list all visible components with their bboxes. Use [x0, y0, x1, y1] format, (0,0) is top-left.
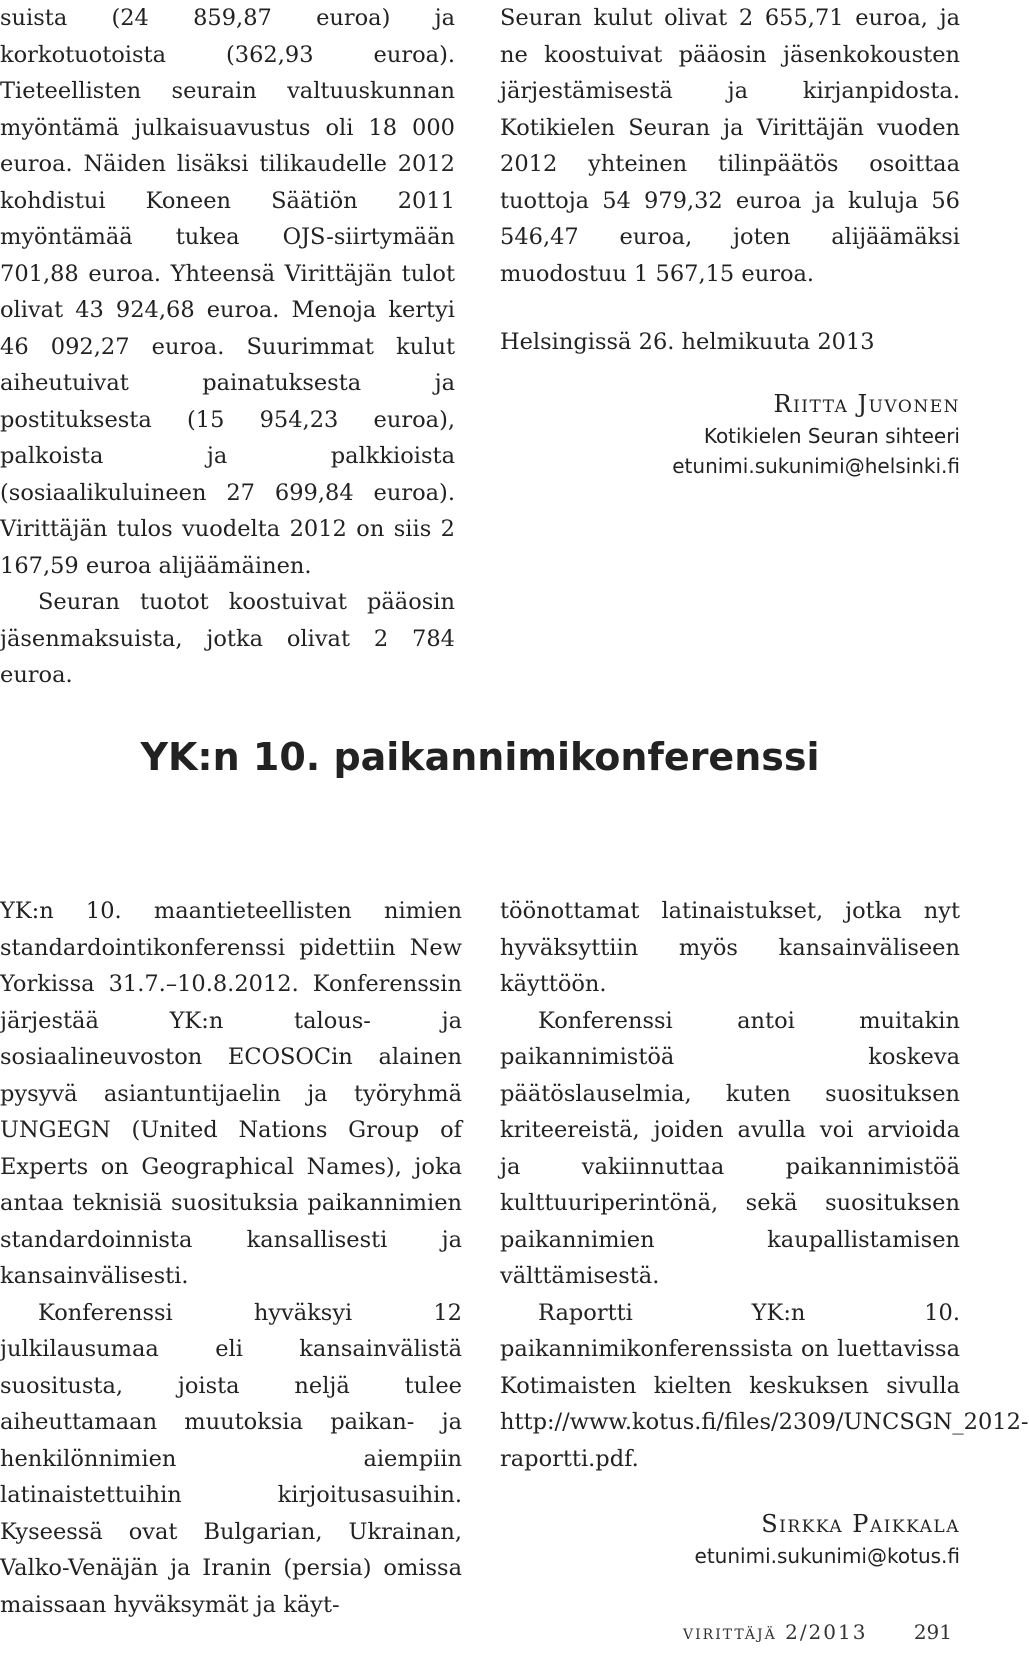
bottom-right-column	[500, 893, 1029, 1571]
paragraph: töönottamat latinaistukset, jotka nyt hyväksyttiin myös kansainväliseen käyttöön.	[500, 898, 960, 997]
top-right-column	[500, 0, 960, 481]
author-email: etunimi.sukunimi@helsinki.fi	[672, 453, 960, 478]
paragraph: Seuran kulut olivat 2 655,71 euroa, ja ne koostuivat pääosin jäsenkokousten järjestämisestä ja kirjanpidosta. Kotikielen Seuran ja Virittäjän vuoden 2012 yhteinen tilinpäätös osoittaa tuottoja 54 979,32 euroa ja kuluja 56 546,47 euroa, joten alijäämäksi muodostuu 1 567,15 euroa.	[500, 5, 960, 287]
paragraph: suista (24 859,87 euroa) ja korkotuotoista (362,93 euroa). Tieteellisten seurain valtuuskunnan myöntämä julkaisuavustus oli 18 000 euroa. Näiden lisäksi tilikaudelle 2012 kohdistui Koneen Säätiön 2011 myöntämää tukea OJS-siirtymään 701,88 euroa. Yhteensä Virittäjän tulot olivat 43 924,68 euroa. Menoja kertyi 46 092,27 euroa. Suurimmat kulut aiheutuivat painatuksesta ja postituksesta (15 954,23 euroa), palkoista ja palkkioista (sosiaalikuluineen 27 699,84 euroa). Virittäjän tulos vuodelta 2012 on siis 2 167,59 euroa alijäämäinen.	[0, 5, 455, 579]
top-left-column	[0, 0, 455, 694]
signature-block	[500, 387, 960, 481]
bottom-left-column	[0, 893, 462, 1623]
paragraph: Konferenssi hyväksyi 12 julkilausumaa eli kansainvälistä suositusta, joista neljä tulee aiheuttamaan muutoksia paikan- ja henkilönnimien aiempiin latinaistettuihin kirjoitusasuihin. Kyseessä ovat Bulgarian, Ukrainan, Valko-Venäjän ja Iranin (persia) omissa maissaan hyväksymät ja käyt-	[0, 1299, 462, 1618]
author-title: Kotikielen Seuran sihteeri	[703, 423, 960, 448]
author-name: Riitta Juvonen	[773, 389, 960, 418]
author-name: Sirkka Paikkala	[761, 1510, 960, 1538]
section-heading: YK:n 10. paikannimikonferenssi	[140, 735, 820, 779]
signature-block	[500, 1507, 960, 1571]
page-number: 291	[913, 1620, 952, 1644]
place-date: Helsingissä 26. helmikuuta 2013	[500, 329, 875, 355]
page-footer	[683, 1620, 952, 1644]
journal-issue: virittäjä 2/2013	[683, 1620, 868, 1644]
author-email: etunimi.sukunimi@kotus.fi	[694, 1544, 960, 1568]
paragraph: Konferenssi antoi muitakin paikannimistöä koskeva päätöslauselmia, kuten suosituksen kriteereistä, joiden avulla voi arvioida ja vakiinnuttaa paikannimistöä kulttuuriperintönä, sekä suosituksen paikannimien kaupallistamisen välttämisestä.	[500, 1007, 960, 1289]
paragraph: YK:n 10. maantieteellisten nimien standardointikonferenssi pidettiin New Yorkissa 31.7.–10.8.2012. Konferenssin järjestää YK:n talous- ja sosiaalineuvoston ECOSOCin alainen pysyvä asiantuntijaelin ja työryhmä UNGEGN (United Nations Group of Experts on Geographical Names), joka antaa teknisiä suosituksia paikannimien standardoinnista kansallisesti ja kansainvälisesti.	[0, 898, 462, 1289]
paragraph: Raportti YK:n 10. paikannimikonferenssista on luettavissa Kotimaisten kielten keskuksen sivulla http://www.kotus.fi/files/2309/UNCSGN_2012-raportti.pdf.	[500, 1299, 1029, 1472]
paragraph: Seuran tuotot koostuivat pääosin jäsenmaksuista, jotka olivat 2 784 euroa.	[0, 589, 455, 688]
